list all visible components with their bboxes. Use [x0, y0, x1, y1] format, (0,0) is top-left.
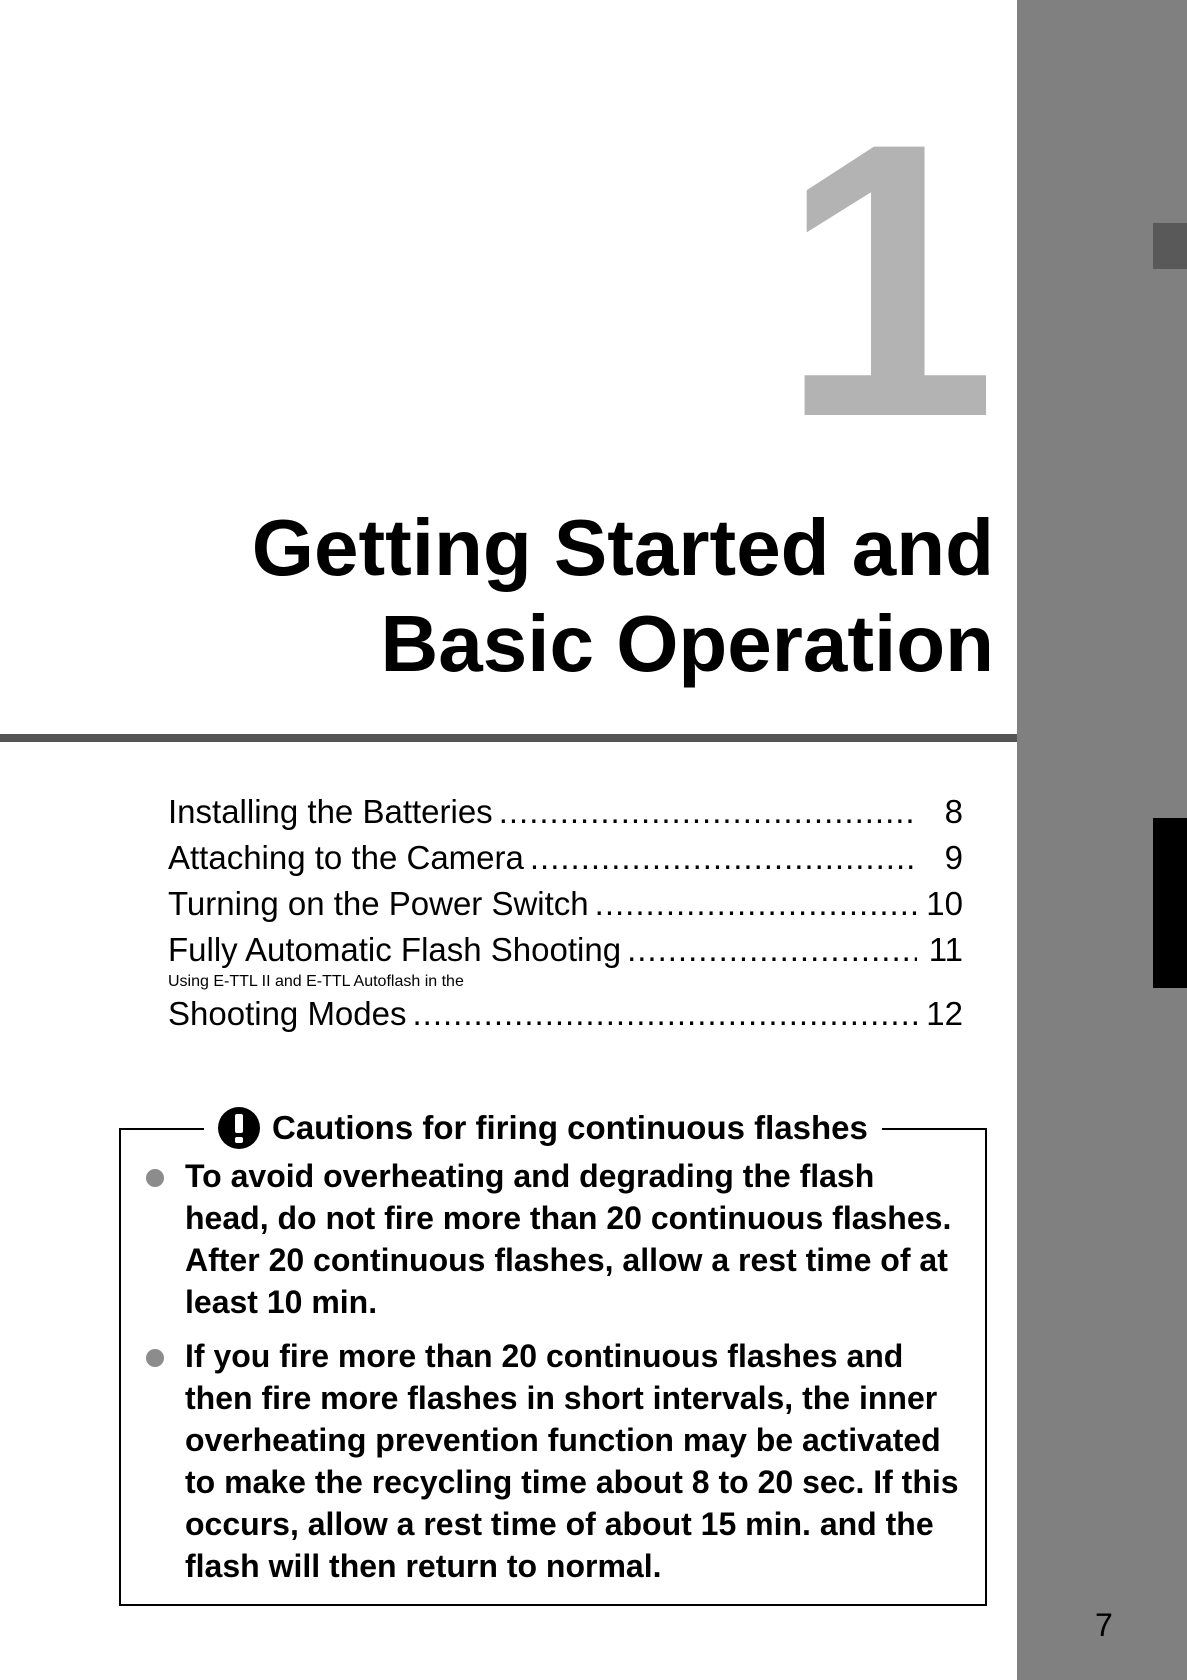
list-item	[144, 1155, 964, 1323]
side-tab-marker	[1153, 223, 1187, 269]
toc-entry[interactable]	[168, 927, 963, 973]
toc-entry-label: Installing the Batteries	[168, 793, 493, 830]
toc-entry[interactable]	[168, 973, 963, 1037]
chapter-title-line2: Basic Operation	[380, 599, 994, 688]
toc-entry-label: Attaching to the Camera	[168, 839, 524, 876]
chapter-title-line1: Getting Started and	[251, 503, 994, 592]
toc-entry[interactable]	[168, 835, 963, 881]
toc-leader-dots	[627, 927, 917, 973]
caution-item-text: To avoid overheating and degrading the flash head, do not fire more than 20 continuous flashes. After 20 continuous flashes, allow a rest time of at least 10 min.	[185, 1158, 952, 1320]
toc-entry-label-line2: Shooting Modes	[168, 995, 407, 1032]
bullet-icon	[146, 1169, 164, 1187]
chapter-title	[194, 500, 994, 692]
toc-entry-page: 10	[926, 885, 963, 922]
toc-entry-page: 9	[944, 839, 963, 876]
table-of-contents	[168, 789, 963, 1037]
toc-leader-dots	[413, 991, 918, 1037]
toc-leader-dots	[499, 789, 917, 835]
toc-entry[interactable]	[168, 789, 963, 835]
toc-entry-label: Fully Automatic Flash Shooting	[168, 931, 622, 968]
toc-leader-dots	[530, 835, 917, 881]
caution-item-text: If you fire more than 20 continuous flashes and then fire more flashes in short intervals, the inner overheating prevention function may be activated to make the recycling time about 8 to 20 sec. If this occurs, allow a rest time of about 15 min. and the flash will then return to normal.	[185, 1338, 959, 1584]
toc-leader-dots	[595, 881, 917, 927]
page-number: 7	[1095, 1607, 1113, 1643]
toc-entry-page: 8	[944, 793, 963, 830]
list-item	[144, 1335, 964, 1587]
caution-heading-text: Cautions for firing continuous flashes	[272, 1109, 868, 1146]
section-divider	[0, 734, 1017, 742]
toc-entry-page: 11	[928, 931, 963, 968]
toc-entry[interactable]	[168, 881, 963, 927]
bullet-icon	[146, 1349, 164, 1367]
toc-entry-label-line1: Using E-TTL II and E-TTL Autoflash in the	[168, 973, 464, 990]
toc-entry-page: 12	[926, 995, 963, 1032]
caution-heading	[204, 1105, 882, 1151]
toc-entry-label: Turning on the Power Switch	[168, 885, 589, 922]
side-tab-chapter-marker	[1153, 818, 1187, 988]
chapter-number: 1	[780, 62, 987, 498]
caution-exclamation-icon	[218, 1107, 260, 1149]
caution-list	[144, 1155, 964, 1599]
